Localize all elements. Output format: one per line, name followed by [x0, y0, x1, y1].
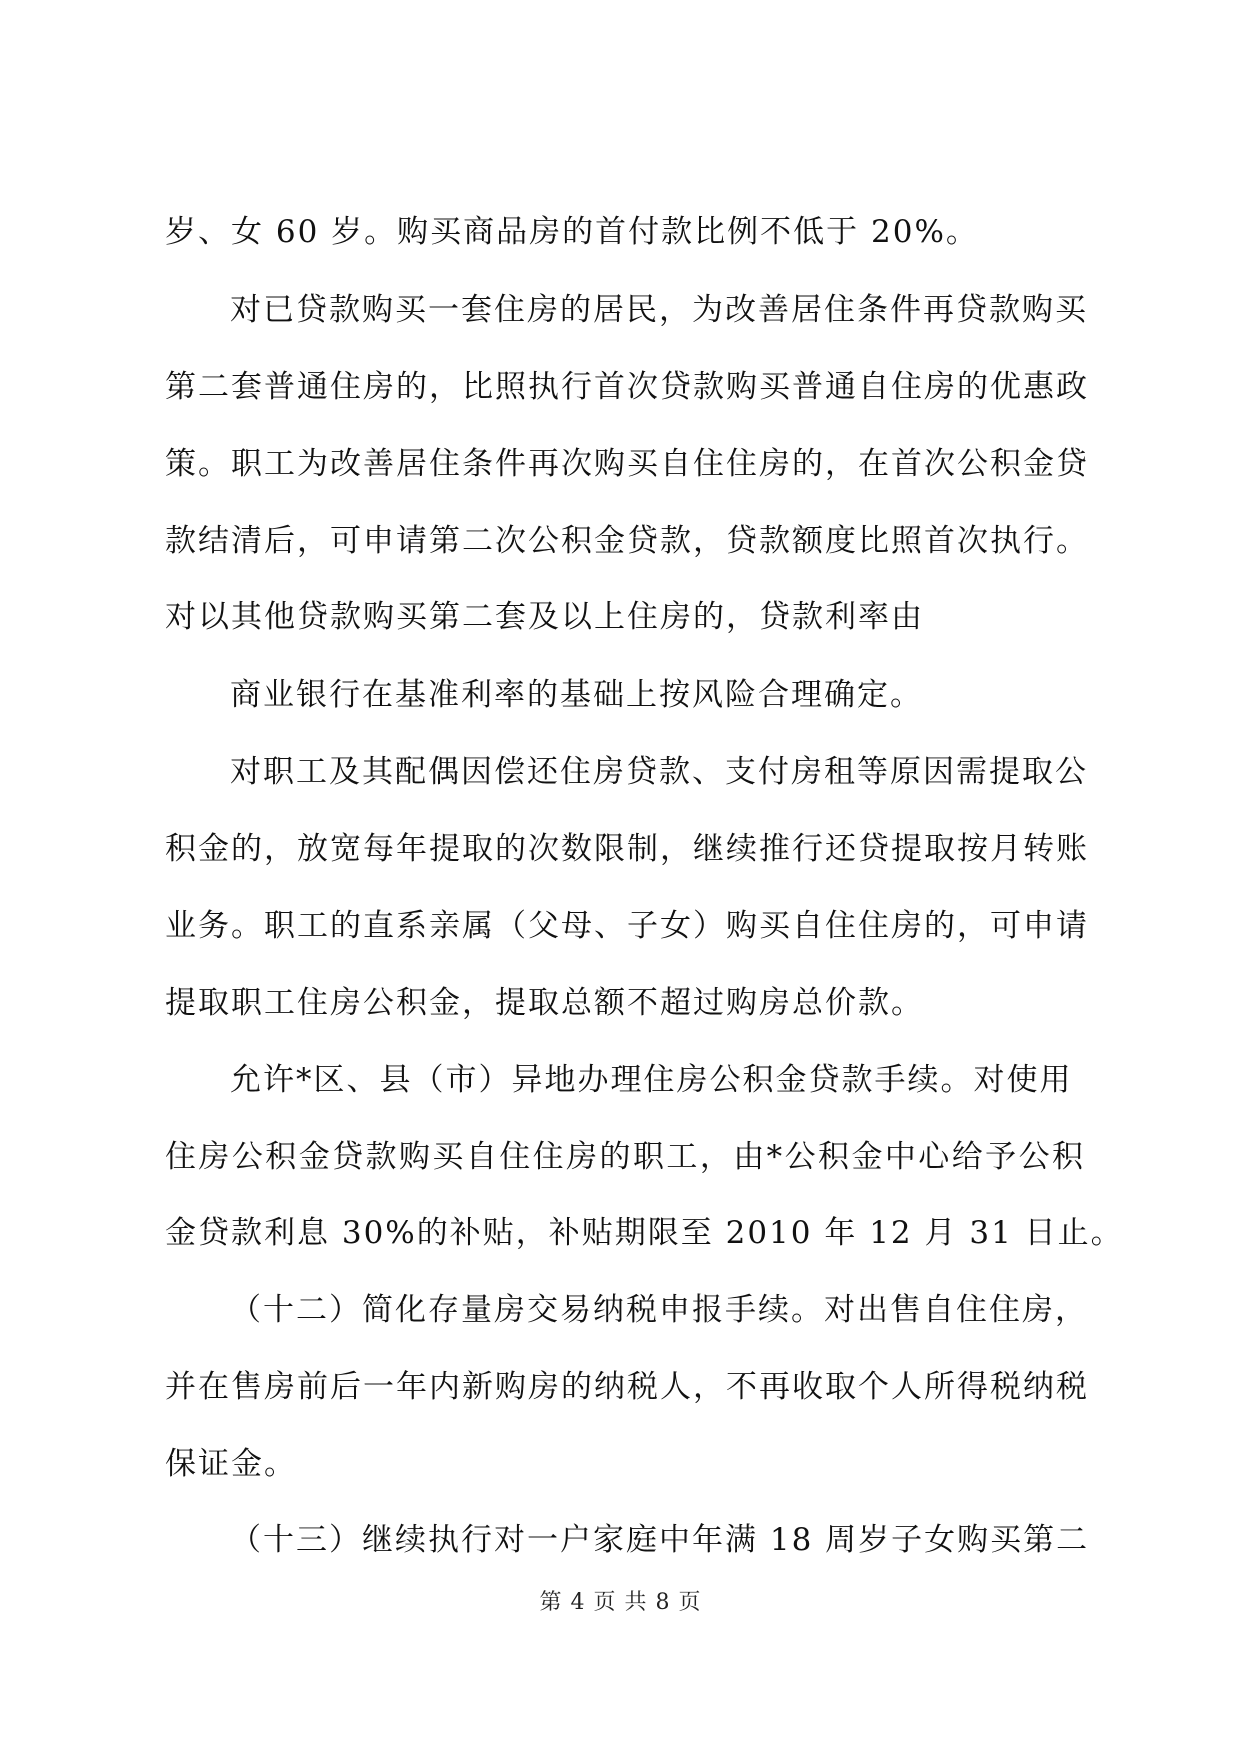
text-line-17: 保证金。	[165, 1446, 297, 1482]
text-line-4: 策。职工为改善居住条件再次购买自住住房的，在首次公积金贷	[165, 446, 1089, 482]
text-line-12: 允许*区、县（市）异地办理住房公积金贷款手续。对使用	[230, 1062, 1073, 1098]
text-line-7: 商业银行在基准利率的基础上按风险合理确定。	[230, 677, 923, 713]
text-line-11: 提取职工住房公积金，提取总额不超过购房总价款。	[165, 985, 924, 1021]
text-line-13: 住房公积金贷款购买自住住房的职工，由*公积金中心给予公积	[165, 1139, 1085, 1175]
text-line-14: 金贷款利息 30%的补贴，补贴期限至 2010 年 12 月 31 日止。	[165, 1215, 1124, 1251]
text-line-1: 岁、女 60 岁。购买商品房的首付款比例不低于 20%。	[165, 214, 979, 250]
text-line-10: 业务。职工的直系亲属（父母、子女）购买自住住房的，可申请	[165, 908, 1089, 944]
page-footer: 第 4 页 共 8 页	[539, 1590, 702, 1615]
text-line-3: 第二套普通住房的，比照执行首次贷款购买普通自住房的优惠政	[165, 369, 1089, 405]
text-line-6: 对以其他贷款购买第二套及以上住房的，贷款利率由	[165, 599, 924, 635]
text-line-15: （十二）简化存量房交易纳税申报手续。对出售自住住房，	[230, 1292, 1088, 1328]
text-line-2: 对已贷款购买一套住房的居民，为改善居住条件再贷款购买	[230, 292, 1088, 328]
text-line-16: 并在售房前后一年内新购房的纳税人，不再收取个人所得税纳税	[165, 1369, 1089, 1405]
text-line-9: 积金的，放宽每年提取的次数限制，继续推行还贷提取按月转账	[165, 831, 1089, 867]
text-line-8: 对职工及其配偶因偿还住房贷款、支付房租等原因需提取公	[230, 754, 1088, 790]
text-line-5: 款结清后，可申请第二次公积金贷款，贷款额度比照首次执行。	[165, 523, 1089, 559]
text-line-18: （十三）继续执行对一户家庭中年满 18 周岁子女购买第二	[230, 1522, 1090, 1558]
